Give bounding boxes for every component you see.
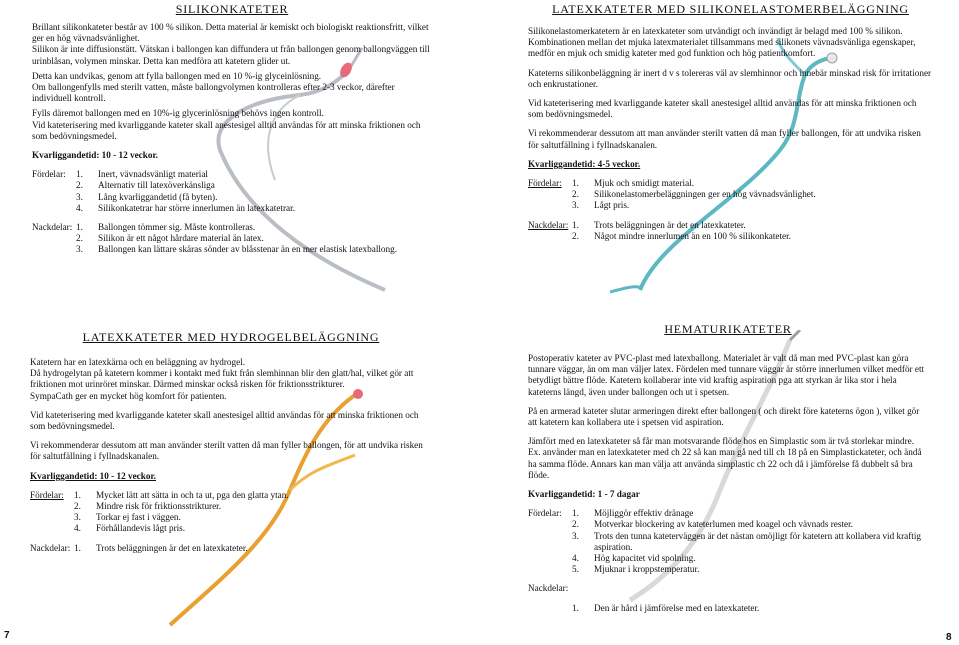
list-item: Trots beläggningen är det en latexkateter.	[96, 542, 248, 553]
page-number-left: 7	[4, 630, 10, 641]
disadvantages-label: Nackdelar:	[528, 583, 569, 594]
section-title: LATEXKATETER MED SILIKONELASTOMERBELÄGGNING	[552, 2, 909, 16]
paragraph: Jämfört med en latexkateter så får man motsvarande flöde hos en Simplastic som är två storlekar mindre. Ex. använder man en latexkateter med ch 22 så kan man gå ned till ch 18 på en Simplastickateter, och ändå ha samma flöde. Annars kan man välja att använda simplastic ch 22 och då i jämförelse få dubbelt så bra flöde.	[528, 436, 922, 480]
disadvantages-list: Nackdelar: 1. Trots beläggningen är det en latexkateter. 2. Något mindre innerlumen än en 100 % silikonkateter.	[528, 219, 791, 241]
advantages-list: Fördelar: 1. Möjliggör effektiv dränage 2. Motverkar blockering av kateterlumen med koagel och vävnads rester. 3. Trots den tunna kateterväggen är det nästan omöjligt för katetern att kollabera vid kraftig aspiration. 4. Hög kapacitet vid spolning. 5. Mjuknar i kroppstemperatur.	[528, 508, 928, 575]
list-item: Trots beläggningen är det en latexkateter.	[594, 219, 746, 230]
section-latex-hydrogel	[30, 330, 432, 595]
page-number-right: 8	[946, 632, 952, 643]
duration-label: Kvarliggandetid: 10 - 12 veckor.	[32, 150, 158, 161]
paragraph: Detta kan undvikas, genom att fylla ballongen med en 10 %-ig glyceinlösning.	[32, 70, 322, 81]
paragraph: Då hydrogelytan på katetern kommer i kontakt med fukt från slemhinnan blir den glatt/hal, vilket gör att friktionen mot urinröret minskar. Därmed minskar också risken för friktionsstrikturer.	[30, 368, 414, 390]
disadvantages-list: Nackdelar: 1. Trots beläggningen är det en latexkateter.	[30, 542, 248, 553]
paragraph: Vid kateterisering med kvarliggande kateter skall anestesigel alltid användas för att minska friktionen och som bedövningsmedel.	[32, 119, 421, 141]
list-item: Torkar ej fast i väggen.	[96, 512, 181, 523]
paragraph: Brillant silikonkateter består av 100 % silikon. Detta material är kemiskt och biologiskt reaktionsfritt, vilket ger en hög vävnadsvänlighet.	[32, 22, 429, 44]
list-item: Mycket lätt att sätta in och ta ut, pga den glatta ytan.	[96, 489, 289, 500]
list-item: Trots den tunna kateterväggen är det nästan omöjligt för katetern att kollabera vid kraftig aspiration.	[594, 530, 921, 552]
paragraph: Vi rekommenderar dessutom att man använder sterilt vatten då man fyller ballongen, för att undvika risken för saltutfällning i fyllnadskanalen.	[30, 440, 423, 462]
section-title: HEMATURIKATETER	[664, 322, 792, 336]
list-item: Mindre risk för friktionsstrikturer.	[96, 501, 222, 512]
list-item: Hög kapacitet vid spolning.	[594, 553, 696, 564]
list-item: Alternativ till latexöverkänsliga	[98, 180, 215, 191]
paragraph: Vid kateterisering med kvarliggande kateter skall anestesigel alltid användas för att minska friktionen och som bedövningsmedel.	[30, 409, 419, 432]
disadvantages-list: Nackdelar: 1. Ballongen tömmer sig. Måste kontrolleras. 2. Silikon är ett något hårdare material än latex. 3. Ballongen kan lättare skäras sönder av blåsstenar än en mer elastisk latexballong.	[32, 222, 398, 255]
list-item: Silikonelastomerbeläggningen ger en hög vävnadsvänlighet.	[594, 189, 816, 200]
list-item: Ballongen kan lättare skäras sönder av blåsstenar än en mer elastisk latexballong.	[98, 244, 398, 255]
section-title: LATEXKATETER MED HYDROGELBELÄGGNING	[82, 330, 380, 344]
list-item: Förhållandevis lågt pris.	[96, 523, 186, 534]
list-item: Silikon är ett något hårdare material än latex.	[98, 233, 264, 244]
paragraph: Postoperativ kateter av PVC-plast med latexballong. Materialet är valt då man med PVC-plast kan göra tunnare väggar, än om man väljer latex. Fördelen med tunnare väggar är större innerlumen vilket medför ett betydligt bättre flöde. Katetern kollaberar inte vid kraftig aspiration pga att styrkan är lika stor i hela kateterns längd, även under ballongen och ut i spetsen.	[528, 353, 925, 397]
section-latex-silikonelastomer	[528, 2, 933, 292]
section-hematurikateter	[528, 322, 928, 640]
advantages-list: Fördelar: 1. Inert, vävnadsvänligt material 2. Alternativ till latexöverkänsliga 3. Lång kvarliggandetid (få byten). 4. Silikonkatetrar har större innerlumen än latexkatetrar.	[32, 169, 295, 213]
paragraph: SympaCath ger en mycket hög komfort för patienten.	[30, 390, 227, 401]
list-item: Mjuk och smidigt material.	[594, 178, 695, 189]
paragraph: Kateterns silikonbeläggning är inert d v s tolereras väl av slemhinnor och innebär minskad risk för irritationer och enkrustationer.	[528, 67, 932, 89]
advantages-label: Fördelar:	[528, 508, 562, 519]
list-item: Inert, vävnadsvänligt material	[98, 169, 208, 180]
paragraph: Om ballongenfylls med sterilt vatten, måste ballongvolymen kontrolleras efter 2-3 veckor, därefter individuell kontroll.	[32, 82, 395, 104]
section-title: SILIKONKATETER	[175, 2, 289, 16]
list-item: Mjuknar i kroppstemperatur.	[594, 564, 700, 575]
disadvantages-label: Nackdelar:	[30, 542, 71, 553]
list-item: Något mindre innerlumen än en 100 % silikonkateter.	[594, 230, 791, 241]
disadvantages-label: Nackdelar:	[528, 219, 569, 230]
advantages-label: Fördelar:	[528, 178, 562, 189]
list-item: Ballongen tömmer sig. Måste kontrolleras.	[98, 222, 256, 233]
duration-label: Kvarliggandetid: 4-5 veckor.	[528, 158, 641, 169]
paragraph: Katetern har en latexkärna och en beläggning av hydrogel.	[30, 357, 246, 367]
paragraph: Fylls däremot ballongen med en 10%-ig glycerinlösning behövs ingen kontroll.	[32, 108, 324, 119]
advantages-list: Fördelar: 1. Mycket lätt att sätta in och ta ut, pga den glatta ytan. 2. Mindre risk för friktionsstrikturer. 3. Torkar ej fast i väggen. 4. Förhållandevis lågt pris.	[30, 489, 289, 534]
list-item: Lång kvarliggandetid (få byten).	[98, 191, 218, 202]
section-silikonkateter	[32, 2, 432, 302]
list-item: Lågt pris.	[594, 200, 630, 211]
list-item: Silikonkatetrar har större innerlumen än latexkatetrar.	[98, 202, 295, 213]
advantages-label: Fördelar:	[32, 169, 66, 180]
disadvantages-list: 1. Den är hård i jämförelse med en latexkateter.	[572, 602, 760, 613]
list-item: Motverkar blockering av kateterlumen med koagel och vävnads rester.	[594, 519, 853, 530]
list-item: Den är hård i jämförelse med en latexkateter.	[594, 602, 760, 613]
duration-label: Kvarliggandetid: 10 - 12 veckor.	[30, 470, 156, 481]
advantages-list: Fördelar: 1. Mjuk och smidigt material. 2. Silikonelastomerbeläggningen ger en hög vävnadsvänlighet. 3. Lågt pris.	[528, 178, 816, 211]
paragraph: Vid kateterisering med kvarliggande kateter skall anestesigel alltid användas för att minska friktionen och som bedövningsmedel.	[528, 98, 917, 120]
disadvantages-label: Nackdelar:	[32, 222, 73, 233]
paragraph: Silikon är inte diffusionstätt. Vätskan i ballongen kan diffundera ut från ballongen genom ballongväggen till urinblåsan, volymen minskar. Detta kan medföra att katetern glider ut.	[32, 44, 430, 66]
list-item: Möjliggör effektiv dränage	[594, 508, 694, 519]
paragraph: Vi rekommenderar dessutom att man använder sterilt vatten då man fyller ballongen, för att undvika risken för saltutfällning i fyllnadskanalen.	[528, 128, 921, 150]
paragraph: Silikonelastomerkatetern är en latexkateter som utvändigt och invändigt är belagd med 100 % silikon. Kombinationen mellan det mjuka latexmaterialet tillsammans med silikonets vävnadsvänliga egenskaper, medför en mjuk och smidig kateter med god funktion och hög patientkomfort.	[528, 26, 916, 59]
advantages-label: Fördelar:	[30, 489, 64, 500]
paragraph: På en armerad kateter slutar armeringen direkt efter ballongen ( och direkt före kateterns ögon ), vilket gör att katetern kan kollabera ute i spetsen vid aspiration.	[528, 405, 920, 428]
duration-label: Kvarliggandetid: 1 - 7 dagar	[528, 489, 640, 500]
